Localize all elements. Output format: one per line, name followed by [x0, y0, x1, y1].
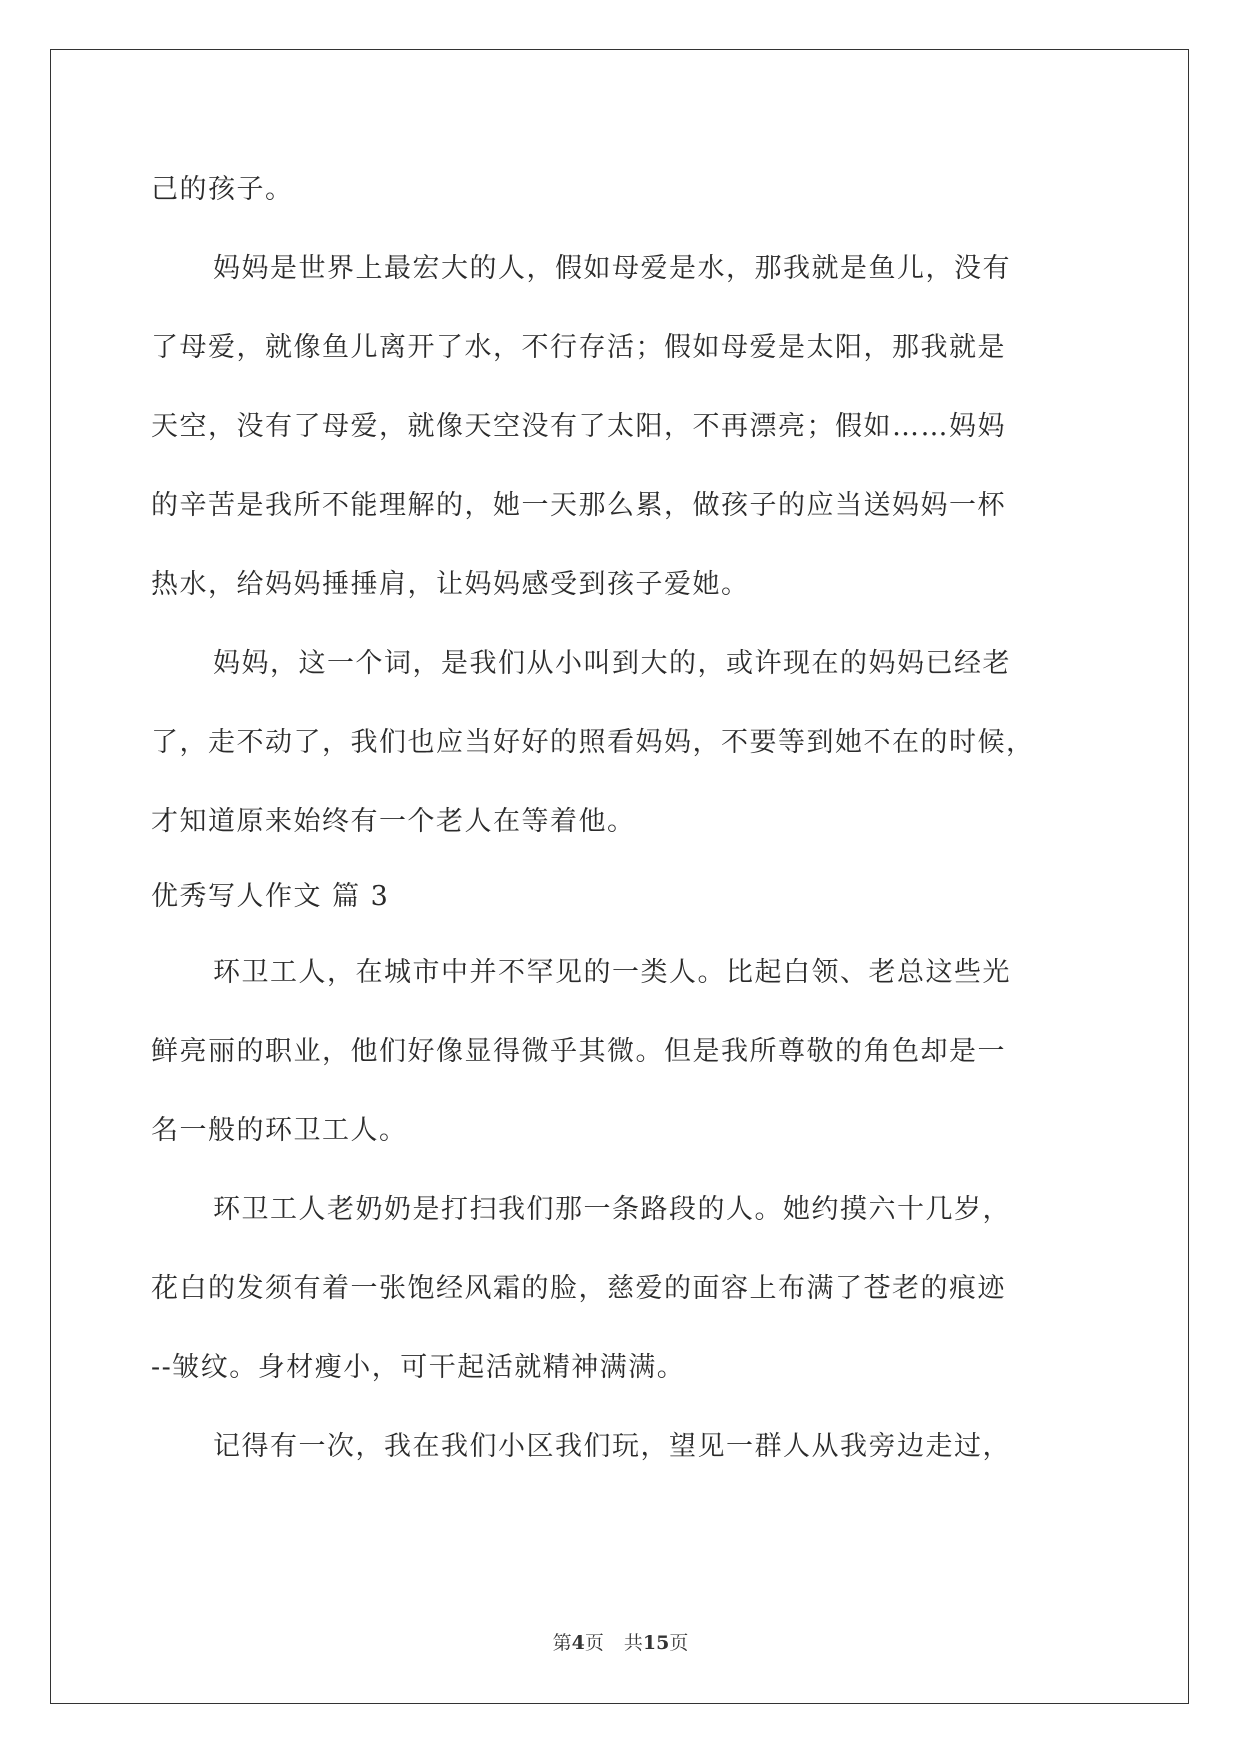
text-line: 了母爱，就像鱼儿离开了水，不行存活；假如母爱是太阳，那我就是: [151, 332, 1006, 363]
page-footer: [0, 1628, 1241, 1655]
page-suffix: 页: [584, 1632, 604, 1654]
section-heading: 优秀写人作文 篇 3: [151, 881, 390, 912]
paragraph-start-line: 妈妈是世界上最宏大的人，假如母爱是水，那我就是鱼儿，没有: [213, 253, 1011, 284]
paragraph-start-line: 记得有一次，我在我们小区我们玩，望见一群人从我旁边走过，: [213, 1431, 1011, 1462]
text-line: 才知道原来始终有一个老人在等着他。: [151, 806, 636, 837]
text-line: 己的孩子。: [151, 174, 294, 205]
text-line: --皱纹。身材瘦小，可干起活就精神满满。: [151, 1352, 686, 1383]
text-line: 鲜亮丽的职业，他们好像显得微乎其微。但是我所尊敬的角色却是一: [151, 1036, 1006, 1067]
text-line: 了，走不动了，我们也应当好好的照看妈妈，不要等到她不在的时候，: [151, 727, 1035, 758]
text-line: 热水，给妈妈捶捶肩，让妈妈感受到孩子爱她。: [151, 569, 750, 600]
paragraph-start-line: 环卫工人，在城市中并不罕见的一类人。比起白领、老总这些光: [213, 957, 1011, 988]
total-prefix: 共: [623, 1632, 643, 1654]
paragraph-start-line: 妈妈，这一个词，是我们从小叫到大的，或许现在的妈妈已经老: [213, 648, 1011, 679]
text-line: 花白的发须有着一张饱经风霜的脸，慈爱的面容上布满了苍老的痕迹: [151, 1273, 1006, 1304]
document-body: [151, 150, 1091, 1486]
text-line: 名一般的环卫工人。: [151, 1115, 408, 1146]
total-suffix: 页: [669, 1632, 689, 1654]
page-number: 4: [571, 1632, 585, 1654]
text-line: 的辛苦是我所不能理解的，她一天那么累，做孩子的应当送妈妈一杯: [151, 490, 1006, 521]
total-pages: 15: [642, 1632, 670, 1654]
page-prefix: 第: [552, 1632, 572, 1654]
text-line: 天空，没有了母爱，就像天空没有了太阳，不再漂亮；假如……妈妈: [151, 411, 1006, 442]
paragraph-start-line: 环卫工人老奶奶是打扫我们那一条路段的人。她约摸六十几岁，: [213, 1194, 1011, 1225]
